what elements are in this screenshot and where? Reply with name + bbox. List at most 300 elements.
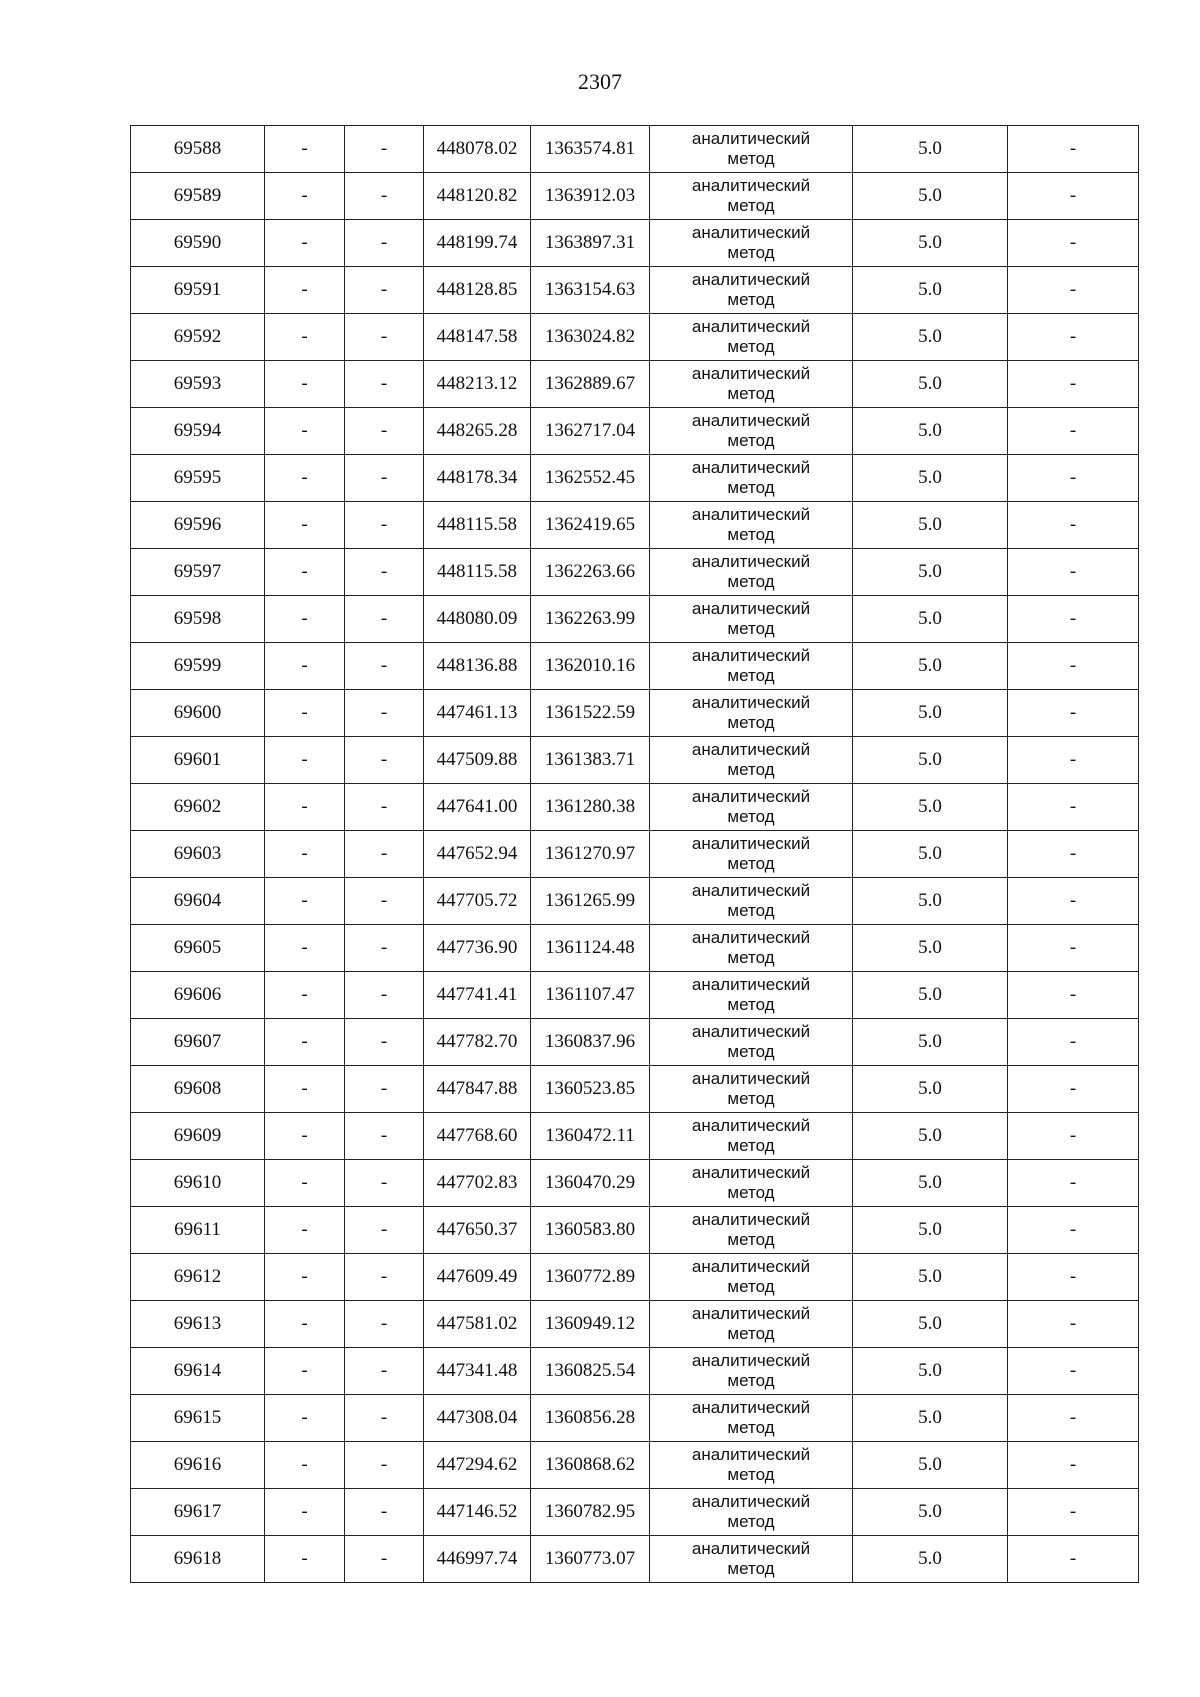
empty-column-3-cell: - xyxy=(345,1207,424,1254)
coordinate-y-cell: 1360825.54 xyxy=(531,1348,650,1395)
method-cell xyxy=(650,831,853,878)
method-cell xyxy=(650,455,853,502)
coordinate-x-cell: 447741.41 xyxy=(424,972,531,1019)
empty-column-8-cell: - xyxy=(1008,831,1139,878)
method-line-1: аналитический xyxy=(691,411,811,430)
coordinate-y-cell: 1363154.63 xyxy=(531,267,650,314)
accuracy-cell: 5.0 xyxy=(853,925,1008,972)
empty-column-2-cell: - xyxy=(265,408,345,455)
accuracy-cell: 5.0 xyxy=(853,831,1008,878)
point-number-cell: 69589 xyxy=(131,173,265,220)
empty-column-2-cell: - xyxy=(265,1160,345,1207)
empty-column-8-cell: - xyxy=(1008,126,1139,173)
coordinate-y-cell: 1362889.67 xyxy=(531,361,650,408)
table-row xyxy=(131,549,1139,596)
empty-column-3-cell: - xyxy=(345,1395,424,1442)
method-line-2: метод xyxy=(727,760,775,779)
method-line-2: метод xyxy=(727,1277,775,1296)
empty-column-8-cell: - xyxy=(1008,1207,1139,1254)
accuracy-cell: 5.0 xyxy=(853,408,1008,455)
empty-column-8-cell: - xyxy=(1008,690,1139,737)
coordinate-y-cell: 1362263.99 xyxy=(531,596,650,643)
coordinate-y-cell: 1360772.89 xyxy=(531,1254,650,1301)
empty-column-8-cell: - xyxy=(1008,1160,1139,1207)
coordinate-x-cell: 447768.60 xyxy=(424,1113,531,1160)
empty-column-2-cell: - xyxy=(265,314,345,361)
method-cell xyxy=(650,784,853,831)
table-row xyxy=(131,1254,1139,1301)
table-row xyxy=(131,267,1139,314)
table-row xyxy=(131,690,1139,737)
empty-column-3-cell: - xyxy=(345,831,424,878)
table-row xyxy=(131,1207,1139,1254)
empty-column-3-cell: - xyxy=(345,1066,424,1113)
accuracy-cell: 5.0 xyxy=(853,1489,1008,1536)
method-cell xyxy=(650,1395,853,1442)
coordinate-y-cell: 1361270.97 xyxy=(531,831,650,878)
table-row xyxy=(131,1113,1139,1160)
empty-column-2-cell: - xyxy=(265,1254,345,1301)
empty-column-2-cell: - xyxy=(265,1066,345,1113)
coordinate-x-cell: 447581.02 xyxy=(424,1301,531,1348)
coordinate-y-cell: 1363912.03 xyxy=(531,173,650,220)
empty-column-8-cell: - xyxy=(1008,408,1139,455)
coordinate-y-cell: 1363024.82 xyxy=(531,314,650,361)
accuracy-cell: 5.0 xyxy=(853,220,1008,267)
coordinate-y-cell: 1360583.80 xyxy=(531,1207,650,1254)
point-number-cell: 69614 xyxy=(131,1348,265,1395)
empty-column-3-cell: - xyxy=(345,972,424,1019)
accuracy-cell: 5.0 xyxy=(853,1207,1008,1254)
method-line-2: метод xyxy=(727,1042,775,1061)
table-row xyxy=(131,1019,1139,1066)
empty-column-3-cell: - xyxy=(345,1113,424,1160)
point-number-cell: 69601 xyxy=(131,737,265,784)
empty-column-8-cell: - xyxy=(1008,1019,1139,1066)
empty-column-8-cell: - xyxy=(1008,643,1139,690)
empty-column-2-cell: - xyxy=(265,1207,345,1254)
method-line-2: метод xyxy=(727,149,775,168)
accuracy-cell: 5.0 xyxy=(853,1301,1008,1348)
empty-column-8-cell: - xyxy=(1008,1113,1139,1160)
method-line-2: метод xyxy=(727,384,775,403)
coordinate-y-cell: 1360472.11 xyxy=(531,1113,650,1160)
coordinate-x-cell: 448265.28 xyxy=(424,408,531,455)
method-cell xyxy=(650,126,853,173)
method-line-2: метод xyxy=(727,1559,775,1578)
coordinate-y-cell: 1360523.85 xyxy=(531,1066,650,1113)
coordinate-y-cell: 1362010.16 xyxy=(531,643,650,690)
accuracy-cell: 5.0 xyxy=(853,690,1008,737)
empty-column-8-cell: - xyxy=(1008,314,1139,361)
method-line-2: метод xyxy=(727,1512,775,1531)
accuracy-cell: 5.0 xyxy=(853,314,1008,361)
method-cell xyxy=(650,1301,853,1348)
empty-column-2-cell: - xyxy=(265,1113,345,1160)
method-line-2: метод xyxy=(727,478,775,497)
method-line-2: метод xyxy=(727,337,775,356)
empty-column-2-cell: - xyxy=(265,972,345,1019)
empty-column-8-cell: - xyxy=(1008,1536,1139,1583)
coordinate-y-cell: 1361522.59 xyxy=(531,690,650,737)
empty-column-8-cell: - xyxy=(1008,549,1139,596)
accuracy-cell: 5.0 xyxy=(853,1348,1008,1395)
point-number-cell: 69606 xyxy=(131,972,265,1019)
method-cell xyxy=(650,549,853,596)
empty-column-3-cell: - xyxy=(345,596,424,643)
method-line-1: аналитический xyxy=(691,787,811,806)
method-cell xyxy=(650,408,853,455)
method-line-2: метод xyxy=(727,948,775,967)
method-line-2: метод xyxy=(727,807,775,826)
method-cell xyxy=(650,1348,853,1395)
coordinate-y-cell: 1362419.65 xyxy=(531,502,650,549)
point-number-cell: 69588 xyxy=(131,126,265,173)
table-row xyxy=(131,361,1139,408)
accuracy-cell: 5.0 xyxy=(853,1066,1008,1113)
empty-column-8-cell: - xyxy=(1008,267,1139,314)
accuracy-cell: 5.0 xyxy=(853,1254,1008,1301)
method-line-1: аналитический xyxy=(691,317,811,336)
method-line-1: аналитический xyxy=(691,1398,811,1417)
empty-column-2-cell: - xyxy=(265,1395,345,1442)
empty-column-2-cell: - xyxy=(265,1442,345,1489)
coordinate-y-cell: 1362552.45 xyxy=(531,455,650,502)
method-line-1: аналитический xyxy=(691,1069,811,1088)
empty-column-2-cell: - xyxy=(265,267,345,314)
table-row xyxy=(131,1160,1139,1207)
empty-column-3-cell: - xyxy=(345,220,424,267)
method-cell xyxy=(650,690,853,737)
coordinate-x-cell: 447641.00 xyxy=(424,784,531,831)
point-number-cell: 69603 xyxy=(131,831,265,878)
accuracy-cell: 5.0 xyxy=(853,737,1008,784)
coordinate-y-cell: 1362717.04 xyxy=(531,408,650,455)
coordinate-x-cell: 447702.83 xyxy=(424,1160,531,1207)
coordinate-y-cell: 1360773.07 xyxy=(531,1536,650,1583)
coordinate-y-cell: 1361124.48 xyxy=(531,925,650,972)
method-line-2: метод xyxy=(727,1371,775,1390)
method-line-1: аналитический xyxy=(691,1351,811,1370)
point-number-cell: 69617 xyxy=(131,1489,265,1536)
empty-column-8-cell: - xyxy=(1008,1301,1139,1348)
empty-column-3-cell: - xyxy=(345,126,424,173)
method-line-2: метод xyxy=(727,196,775,215)
empty-column-3-cell: - xyxy=(345,267,424,314)
point-number-cell: 69600 xyxy=(131,690,265,737)
method-line-1: аналитический xyxy=(691,975,811,994)
coordinate-x-cell: 447652.94 xyxy=(424,831,531,878)
empty-column-2-cell: - xyxy=(265,1301,345,1348)
empty-column-3-cell: - xyxy=(345,784,424,831)
empty-column-2-cell: - xyxy=(265,220,345,267)
point-number-cell: 69607 xyxy=(131,1019,265,1066)
method-line-1: аналитический xyxy=(691,176,811,195)
method-line-1: аналитический xyxy=(691,1116,811,1135)
method-line-2: метод xyxy=(727,243,775,262)
method-cell xyxy=(650,267,853,314)
page-number: 2307 xyxy=(578,69,622,94)
empty-column-2-cell: - xyxy=(265,1489,345,1536)
empty-column-2-cell: - xyxy=(265,1019,345,1066)
method-line-1: аналитический xyxy=(691,834,811,853)
empty-column-8-cell: - xyxy=(1008,1489,1139,1536)
method-line-1: аналитический xyxy=(691,881,811,900)
coordinates-table xyxy=(130,125,1139,1583)
table-row xyxy=(131,314,1139,361)
empty-column-8-cell: - xyxy=(1008,502,1139,549)
accuracy-cell: 5.0 xyxy=(853,361,1008,408)
method-line-1: аналитический xyxy=(691,599,811,618)
coordinate-y-cell: 1360856.28 xyxy=(531,1395,650,1442)
empty-column-3-cell: - xyxy=(345,408,424,455)
table-body xyxy=(131,126,1139,1583)
coordinate-x-cell: 447294.62 xyxy=(424,1442,531,1489)
empty-column-8-cell: - xyxy=(1008,173,1139,220)
empty-column-8-cell: - xyxy=(1008,972,1139,1019)
method-line-1: аналитический xyxy=(691,458,811,477)
table-row xyxy=(131,1536,1139,1583)
method-cell xyxy=(650,737,853,784)
table-row xyxy=(131,220,1139,267)
accuracy-cell: 5.0 xyxy=(853,126,1008,173)
empty-column-8-cell: - xyxy=(1008,878,1139,925)
coordinate-x-cell: 447341.48 xyxy=(424,1348,531,1395)
method-cell xyxy=(650,361,853,408)
coordinate-x-cell: 447146.52 xyxy=(424,1489,531,1536)
point-number-cell: 69612 xyxy=(131,1254,265,1301)
accuracy-cell: 5.0 xyxy=(853,1019,1008,1066)
coordinate-x-cell: 447308.04 xyxy=(424,1395,531,1442)
accuracy-cell: 5.0 xyxy=(853,596,1008,643)
empty-column-3-cell: - xyxy=(345,737,424,784)
method-line-1: аналитический xyxy=(691,1492,811,1511)
empty-column-2-cell: - xyxy=(265,173,345,220)
empty-column-8-cell: - xyxy=(1008,1348,1139,1395)
empty-column-3-cell: - xyxy=(345,361,424,408)
empty-column-3-cell: - xyxy=(345,1160,424,1207)
point-number-cell: 69595 xyxy=(131,455,265,502)
table-row xyxy=(131,596,1139,643)
empty-column-2-cell: - xyxy=(265,925,345,972)
method-line-2: метод xyxy=(727,666,775,685)
point-number-cell: 69611 xyxy=(131,1207,265,1254)
method-line-1: аналитический xyxy=(691,646,811,665)
empty-column-8-cell: - xyxy=(1008,1254,1139,1301)
method-cell xyxy=(650,878,853,925)
coordinate-x-cell: 448128.85 xyxy=(424,267,531,314)
table-row xyxy=(131,925,1139,972)
coordinate-x-cell: 446997.74 xyxy=(424,1536,531,1583)
coordinate-y-cell: 1362263.66 xyxy=(531,549,650,596)
empty-column-3-cell: - xyxy=(345,643,424,690)
point-number-cell: 69613 xyxy=(131,1301,265,1348)
method-cell xyxy=(650,314,853,361)
empty-column-2-cell: - xyxy=(265,455,345,502)
empty-column-8-cell: - xyxy=(1008,1395,1139,1442)
coordinate-y-cell: 1361107.47 xyxy=(531,972,650,1019)
method-cell xyxy=(650,1066,853,1113)
table-row xyxy=(131,502,1139,549)
table-row xyxy=(131,784,1139,831)
method-line-2: метод xyxy=(727,1324,775,1343)
empty-column-3-cell: - xyxy=(345,1301,424,1348)
method-line-2: метод xyxy=(727,572,775,591)
empty-column-2-cell: - xyxy=(265,690,345,737)
method-line-2: метод xyxy=(727,1465,775,1484)
coordinate-x-cell: 447847.88 xyxy=(424,1066,531,1113)
empty-column-3-cell: - xyxy=(345,502,424,549)
coordinate-y-cell: 1363897.31 xyxy=(531,220,650,267)
coordinate-x-cell: 448178.34 xyxy=(424,455,531,502)
method-line-2: метод xyxy=(727,1089,775,1108)
empty-column-2-cell: - xyxy=(265,1536,345,1583)
coordinate-x-cell: 447509.88 xyxy=(424,737,531,784)
method-line-2: метод xyxy=(727,1183,775,1202)
empty-column-3-cell: - xyxy=(345,1442,424,1489)
accuracy-cell: 5.0 xyxy=(853,267,1008,314)
accuracy-cell: 5.0 xyxy=(853,1536,1008,1583)
table-row xyxy=(131,643,1139,690)
accuracy-cell: 5.0 xyxy=(853,878,1008,925)
method-line-1: аналитический xyxy=(691,505,811,524)
method-line-1: аналитический xyxy=(691,1163,811,1182)
point-number-cell: 69591 xyxy=(131,267,265,314)
method-cell xyxy=(650,1160,853,1207)
table-row xyxy=(131,737,1139,784)
coordinate-x-cell: 448199.74 xyxy=(424,220,531,267)
empty-column-3-cell: - xyxy=(345,1536,424,1583)
empty-column-3-cell: - xyxy=(345,925,424,972)
table-row xyxy=(131,1348,1139,1395)
point-number-cell: 69598 xyxy=(131,596,265,643)
table-row xyxy=(131,1066,1139,1113)
coordinate-y-cell: 1361383.71 xyxy=(531,737,650,784)
accuracy-cell: 5.0 xyxy=(853,1395,1008,1442)
empty-column-3-cell: - xyxy=(345,455,424,502)
empty-column-3-cell: - xyxy=(345,1254,424,1301)
method-line-2: метод xyxy=(727,290,775,309)
method-line-2: метод xyxy=(727,525,775,544)
method-cell xyxy=(650,1207,853,1254)
empty-column-3-cell: - xyxy=(345,173,424,220)
empty-column-2-cell: - xyxy=(265,596,345,643)
point-number-cell: 69610 xyxy=(131,1160,265,1207)
point-number-cell: 69605 xyxy=(131,925,265,972)
point-number-cell: 69596 xyxy=(131,502,265,549)
point-number-cell: 69618 xyxy=(131,1536,265,1583)
accuracy-cell: 5.0 xyxy=(853,1442,1008,1489)
method-line-2: метод xyxy=(727,713,775,732)
empty-column-3-cell: - xyxy=(345,690,424,737)
empty-column-2-cell: - xyxy=(265,643,345,690)
empty-column-8-cell: - xyxy=(1008,784,1139,831)
empty-column-3-cell: - xyxy=(345,878,424,925)
empty-column-8-cell: - xyxy=(1008,361,1139,408)
accuracy-cell: 5.0 xyxy=(853,972,1008,1019)
point-number-cell: 69608 xyxy=(131,1066,265,1113)
coordinate-y-cell: 1361280.38 xyxy=(531,784,650,831)
empty-column-8-cell: - xyxy=(1008,455,1139,502)
empty-column-3-cell: - xyxy=(345,1019,424,1066)
coordinate-x-cell: 447736.90 xyxy=(424,925,531,972)
accuracy-cell: 5.0 xyxy=(853,1160,1008,1207)
method-line-1: аналитический xyxy=(691,1210,811,1229)
coordinate-x-cell: 447705.72 xyxy=(424,878,531,925)
empty-column-2-cell: - xyxy=(265,502,345,549)
method-line-1: аналитический xyxy=(691,740,811,759)
empty-column-2-cell: - xyxy=(265,549,345,596)
table-row xyxy=(131,1395,1139,1442)
point-number-cell: 69615 xyxy=(131,1395,265,1442)
coordinate-x-cell: 448078.02 xyxy=(424,126,531,173)
method-line-1: аналитический xyxy=(691,552,811,571)
method-line-2: метод xyxy=(727,854,775,873)
empty-column-2-cell: - xyxy=(265,126,345,173)
method-line-1: аналитический xyxy=(691,364,811,383)
point-number-cell: 69604 xyxy=(131,878,265,925)
coordinate-x-cell: 447609.49 xyxy=(424,1254,531,1301)
empty-column-8-cell: - xyxy=(1008,925,1139,972)
empty-column-8-cell: - xyxy=(1008,737,1139,784)
method-cell xyxy=(650,1113,853,1160)
point-number-cell: 69602 xyxy=(131,784,265,831)
accuracy-cell: 5.0 xyxy=(853,455,1008,502)
method-line-1: аналитический xyxy=(691,1257,811,1276)
method-line-1: аналитический xyxy=(691,223,811,242)
point-number-cell: 69590 xyxy=(131,220,265,267)
method-line-2: метод xyxy=(727,1136,775,1155)
table-row xyxy=(131,173,1139,220)
empty-column-2-cell: - xyxy=(265,784,345,831)
accuracy-cell: 5.0 xyxy=(853,784,1008,831)
coordinate-x-cell: 447461.13 xyxy=(424,690,531,737)
method-line-2: метод xyxy=(727,901,775,920)
method-cell xyxy=(650,502,853,549)
accuracy-cell: 5.0 xyxy=(853,643,1008,690)
empty-column-3-cell: - xyxy=(345,549,424,596)
method-cell xyxy=(650,1442,853,1489)
point-number-cell: 69594 xyxy=(131,408,265,455)
method-line-2: метод xyxy=(727,619,775,638)
table-row xyxy=(131,126,1139,173)
method-cell xyxy=(650,173,853,220)
method-line-1: аналитический xyxy=(691,928,811,947)
coordinate-x-cell: 448115.58 xyxy=(424,549,531,596)
method-line-1: аналитический xyxy=(691,1022,811,1041)
method-line-1: аналитический xyxy=(691,129,811,148)
point-number-cell: 69599 xyxy=(131,643,265,690)
method-line-1: аналитический xyxy=(691,693,811,712)
method-line-1: аналитический xyxy=(691,270,811,289)
coordinate-y-cell: 1360470.29 xyxy=(531,1160,650,1207)
point-number-cell: 69593 xyxy=(131,361,265,408)
table-row xyxy=(131,1489,1139,1536)
empty-column-8-cell: - xyxy=(1008,1066,1139,1113)
empty-column-8-cell: - xyxy=(1008,220,1139,267)
accuracy-cell: 5.0 xyxy=(853,1113,1008,1160)
coordinate-y-cell: 1360868.62 xyxy=(531,1442,650,1489)
method-cell xyxy=(650,1019,853,1066)
coordinate-x-cell: 448136.88 xyxy=(424,643,531,690)
method-line-2: метод xyxy=(727,995,775,1014)
coordinate-y-cell: 1360782.95 xyxy=(531,1489,650,1536)
method-cell xyxy=(650,1489,853,1536)
accuracy-cell: 5.0 xyxy=(853,502,1008,549)
table-row xyxy=(131,408,1139,455)
table-row xyxy=(131,878,1139,925)
table-row xyxy=(131,1442,1139,1489)
